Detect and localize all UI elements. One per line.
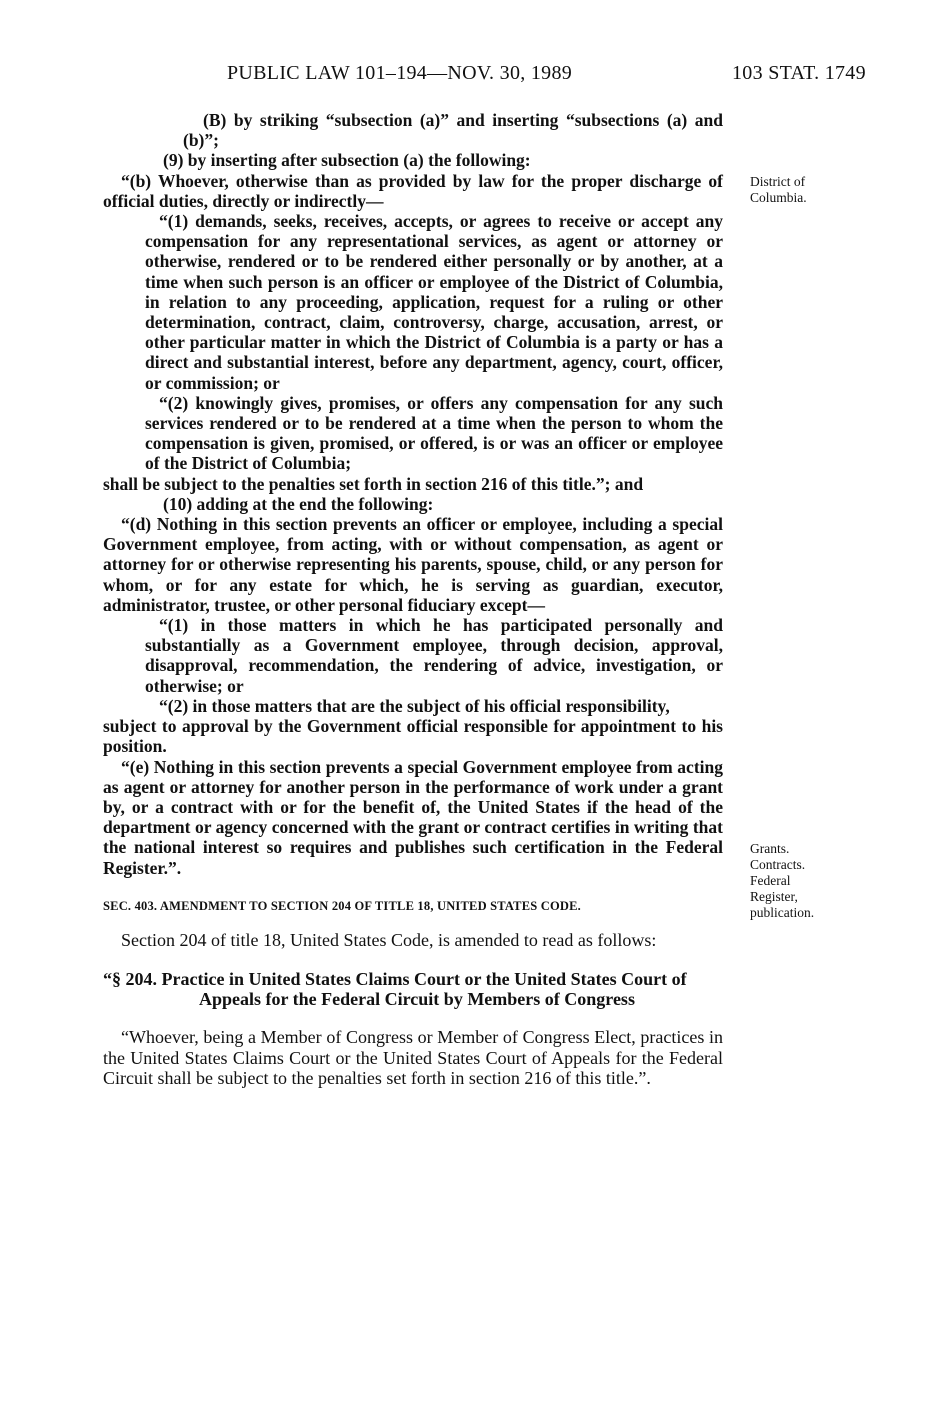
body-text	[103, 110, 723, 1089]
paragraph-d2: “(2) in those matters that are the subject of his official responsibility,	[159, 695, 670, 716]
paragraph-d1: “(1) in those matters in which he has participated personally and substantially as a Government employee, through decision, approval, disapproval, recommendation, the rendering of advice, investigation, or otherwise; or	[145, 615, 723, 696]
margin-note-line: Register,	[750, 889, 798, 904]
paragraph-2-knowingly: “(2) knowingly gives, promises, or offers any compensation for any such services rendered or to be rendered at a time when the person to whom the compensation is given, promised, or offered, is or was an officer or employee of the District of Columbia;	[145, 392, 723, 474]
margin-note-line: Grants.	[750, 841, 790, 856]
running-title: PUBLIC LAW 101–194—NOV. 30, 1989	[227, 62, 573, 84]
paragraph-9: (9) by inserting after subsection (a) the following:	[163, 150, 531, 171]
margin-note-line: Federal	[750, 873, 791, 888]
margin-note-line: District of	[750, 174, 806, 189]
paragraph-10: (10) adding at the end the following:	[163, 493, 434, 514]
section-heading: SEC. 403. AMENDMENT TO SECTION 204 OF TITLE 18, UNITED STATES CODE.	[103, 898, 581, 913]
section-text: “Whoever, being a Member of Congress or Member of Congress Elect, practices in the United States Claims Court or the United States Court of Appeals for the Federal Circuit shall be subject to the penalties set forth in section 216 of this title.”.	[103, 1027, 723, 1089]
margin-note-grants	[750, 841, 814, 921]
margin-note-district	[750, 174, 807, 206]
margin-note-line: Contracts.	[750, 857, 806, 872]
paragraph-e-nothing: “(e) Nothing in this section prevents a special Government employee from acting as agent or attorney for another person in the performance of work under a grant by, or a contract with or for the benefit of, the United States if the head of the department or agency concerned with the grant or contract certifies in writing that the national interest so requires and publishes such certification in the Federal Register.”.	[103, 756, 723, 878]
paragraph-shall: shall be subject to the penalties set forth in section 216 of this title.”; and	[103, 473, 644, 494]
margin-note-line: publication.	[750, 905, 815, 920]
statute-page-number: 103 STAT. 1749	[732, 62, 866, 84]
margin-note-line: Columbia.	[750, 190, 807, 205]
paragraph-d-nothing: “(d) Nothing in this section prevents an officer or employee, including a special Government employee, from acting, with or without compensation, as agent or attorney for or otherwise representing his parents, spouse, child, or any person for whom, or for any estate for which, he is serving as guardian, executor, administrator, trustee, or other personal fiduciary except—	[103, 514, 723, 615]
section-title: “§ 204. Practice in United States Claims Court or the United States Court of Appeals for the Federal Circuit by Members of Congress	[103, 969, 687, 1009]
paragraph-b-strike: (B) by striking “subsection (a)” and inserting “subsections (a) and (b)”;	[183, 110, 723, 151]
paragraph-subject: subject to approval by the Government official responsible for appointment to his position.	[103, 716, 723, 757]
paragraph-1-demands: “(1) demands, seeks, receives, accepts, or agrees to receive or accept any compensation for any representational services, as agent or attorney or otherwise, rendered or to be rendered either personally or by another, at a time when such person is an officer or employee of the District of Columbia, in relation to any proceeding, application, request for a ruling or other determination, contract, claim, controversy, charge, accusation, arrest, or other particular matter in which the District of Columbia is a party or has a direct and substantial interest, before any department, agency, court, officer, or commission; or	[145, 211, 723, 393]
page-header	[0, 62, 946, 88]
section-intro: Section 204 of title 18, United States Code, is amended to read as follows:	[121, 929, 657, 950]
paragraph-b-whoever: “(b) Whoever, otherwise than as provided by law for the proper discharge of official duties, directly or indirectly—	[103, 170, 723, 211]
